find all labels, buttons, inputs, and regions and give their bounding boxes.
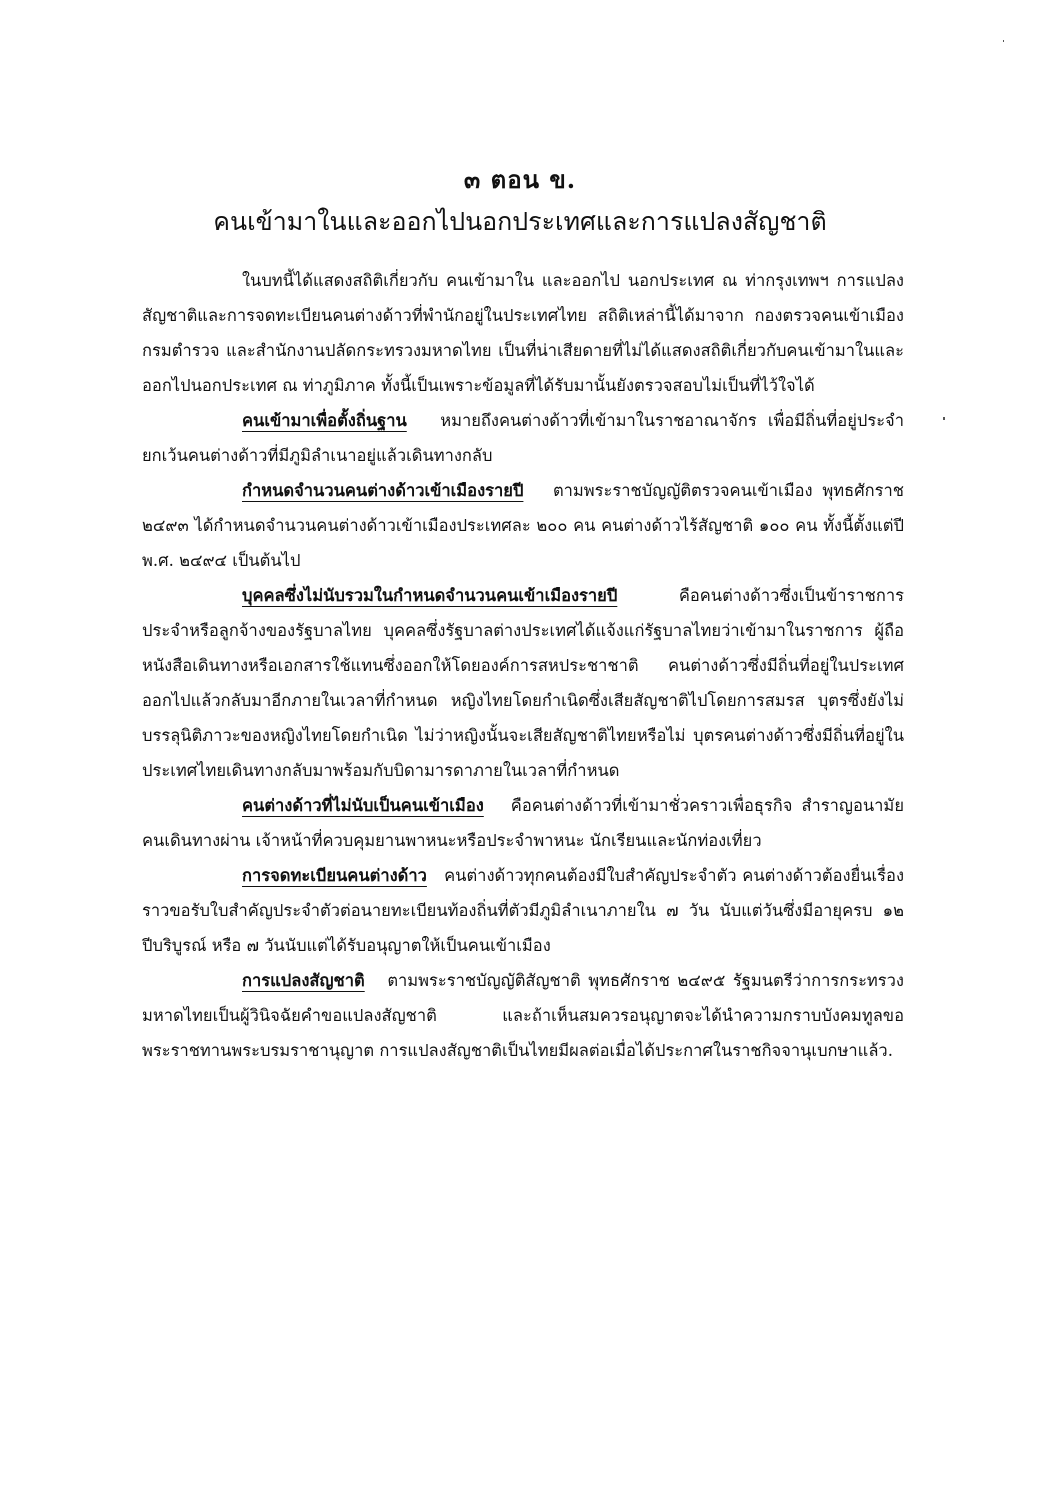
- term-registration: การจดทะเบียนคนต่างด้าว: [242, 866, 427, 885]
- definition-registration: [142, 858, 904, 963]
- definition-settlers: [142, 403, 904, 473]
- definition-non-quota: [142, 578, 904, 788]
- intro-paragraph: ในบทนี้ได้แสดงสถิติเกี่ยวกับ คนเข้ามาใน และออกไป นอกประเทศ ณ ท่ากรุงเทพฯ การแปลงสัญชาติและการจดทะเบียนคนต่างด้าวที่พำนักอยู่ในประเทศไทย สถิติเหล่านี้ได้มาจาก กองตรวจคนเข้าเมือง กรมตำรวจ และสำนักงานปลัดกระทรวงมหาดไทย เป็นที่น่าเสียดายที่ไม่ได้แสดงสถิติเกี่ยวกับคนเข้ามาในและออกไปนอกประเทศ ณ ท่าภูมิภาค ทั้งนี้เป็นเพราะข้อมูลที่ได้รับมานั้นยังตรวจสอบไม่เป็นที่ไว้ใจได้: [142, 271, 904, 395]
- term-settlers: คนเข้ามาเพื่อตั้งถิ่นฐาน: [242, 411, 407, 430]
- definition-non-immigrants-text: คือคนต่างด้าวที่เข้ามาชั่วคราวเพื่อธุรกิจ สำราญอนามัย คนเดินทางผ่าน เจ้าหน้าที่ควบคุมยานพาหนะหรือประจำพาหนะ นักเรียนและนักท่องเที่ยว: [142, 796, 904, 850]
- definition-non-immigrants: [142, 788, 904, 858]
- definition-quota: [142, 473, 904, 578]
- term-non-quota: บุคคลซึ่งไม่นับรวมในกำหนดจำนวนคนเข้าเมืองรายปี: [242, 586, 618, 605]
- definition-quota-text: ตามพระราชบัญญัติตรวจคนเข้าเมือง พุทธศักราช ๒๔๙๓ ได้กำหนดจำนวนคนต่างด้าวเข้าเมืองประเทศละ ๒๐๐ คน คนต่างด้าวไร้สัญชาติ ๑๐๐ คน ทั้งนี้ตั้งแต่ปี พ.ศ. ๒๔๙๔ เป็นต้นไป: [142, 481, 904, 570]
- term-non-immigrants: คนต่างด้าวที่ไม่นับเป็นคนเข้าเมือง: [242, 796, 484, 815]
- definition-registration-text: คนต่างด้าวทุกคนต้องมีใบสำคัญประจำตัว คนต่างด้าวต้องยื่นเรื่องราวขอรับใบสำคัญประจำตัวต่อนายทะเบียนท้องถิ่นที่ตัวมีภูมิลำเนาภายใน ๗ วัน นับแต่วันซึ่งมีอายุครบ ๑๒ ปีบริบูรณ์ หรือ ๗ วันนับแต่ได้รับอนุญาตให้เป็นคนเข้าเมือง: [142, 866, 904, 955]
- body-text: [142, 263, 904, 1068]
- definition-non-quota-text: คือคนต่างด้าวซึ่งเป็นข้าราชการประจำหรือลูกจ้างของรัฐบาลไทย บุคคลซึ่งรัฐบาลต่างประเทศได้แจ้งแก่รัฐบาลไทยว่าเข้ามาในราชการ ผู้ถือหนังสือเดินทางหรือเอกสารใช้แทนซึ่งออกให้โดยองค์การสหประชาชาติ คนต่างด้าวซึ่งมีถิ่นที่อยู่ในประเทศออกไปแล้วกลับมาอีกภายในเวลาที่กำหนด หญิงไทยโดยกำเนิดซึ่งเสียสัญชาติไปโดยการสมรส บุตรซึ่งยังไม่บรรลุนิติภาวะของหญิงไทยโดยกำเนิด ไม่ว่าหญิงนั้นจะเสียสัญชาติไทยหรือไม่ บุตรคนต่างด้าวซึ่งมีถิ่นที่อยู่ในประเทศไทยเดินทางกลับมาพร้อมกับบิดามารดาภายในเวลาที่กำหนด: [142, 586, 904, 780]
- section-title: คนเข้ามาในและออกไปนอกประเทศและการแปลงสัญชาติ: [213, 207, 827, 236]
- scan-speck: [1003, 40, 1004, 42]
- section-number: ๓ ตอน ข.: [463, 165, 577, 194]
- term-naturalization: การแปลงสัญชาติ: [242, 971, 365, 990]
- definition-naturalization-text: ตามพระราชบัญญัติสัญชาติ พุทธศักราช ๒๔๙๕ รัฐมนตรีว่าการกระทรวงมหาดไทยเป็นผู้วินิจฉัยคำขอแปลงสัญชาติ และถ้าเห็นสมควรอนุญาตจะได้นำความกราบบังคมทูลขอพระราชทานพระบรมราชานุญาต การแปลงสัญชาติเป็นไทยมีผลต่อเมื่อได้ประกาศในราชกิจจานุเบกษาแล้ว.: [142, 971, 904, 1060]
- definition-naturalization: [142, 963, 904, 1068]
- term-quota: กำหนดจำนวนคนต่างด้าวเข้าเมืองรายปี: [242, 481, 524, 500]
- definition-settlers-text: หมายถึงคนต่างด้าวที่เข้ามาในราชอาณาจักร เพื่อมีถิ่นที่อยู่ประจำ ยกเว้นคนต่างด้าวที่มีภูมิลำเนาอยู่แล้วเดินทางกลับ: [142, 411, 904, 465]
- scan-speck: [943, 417, 945, 420]
